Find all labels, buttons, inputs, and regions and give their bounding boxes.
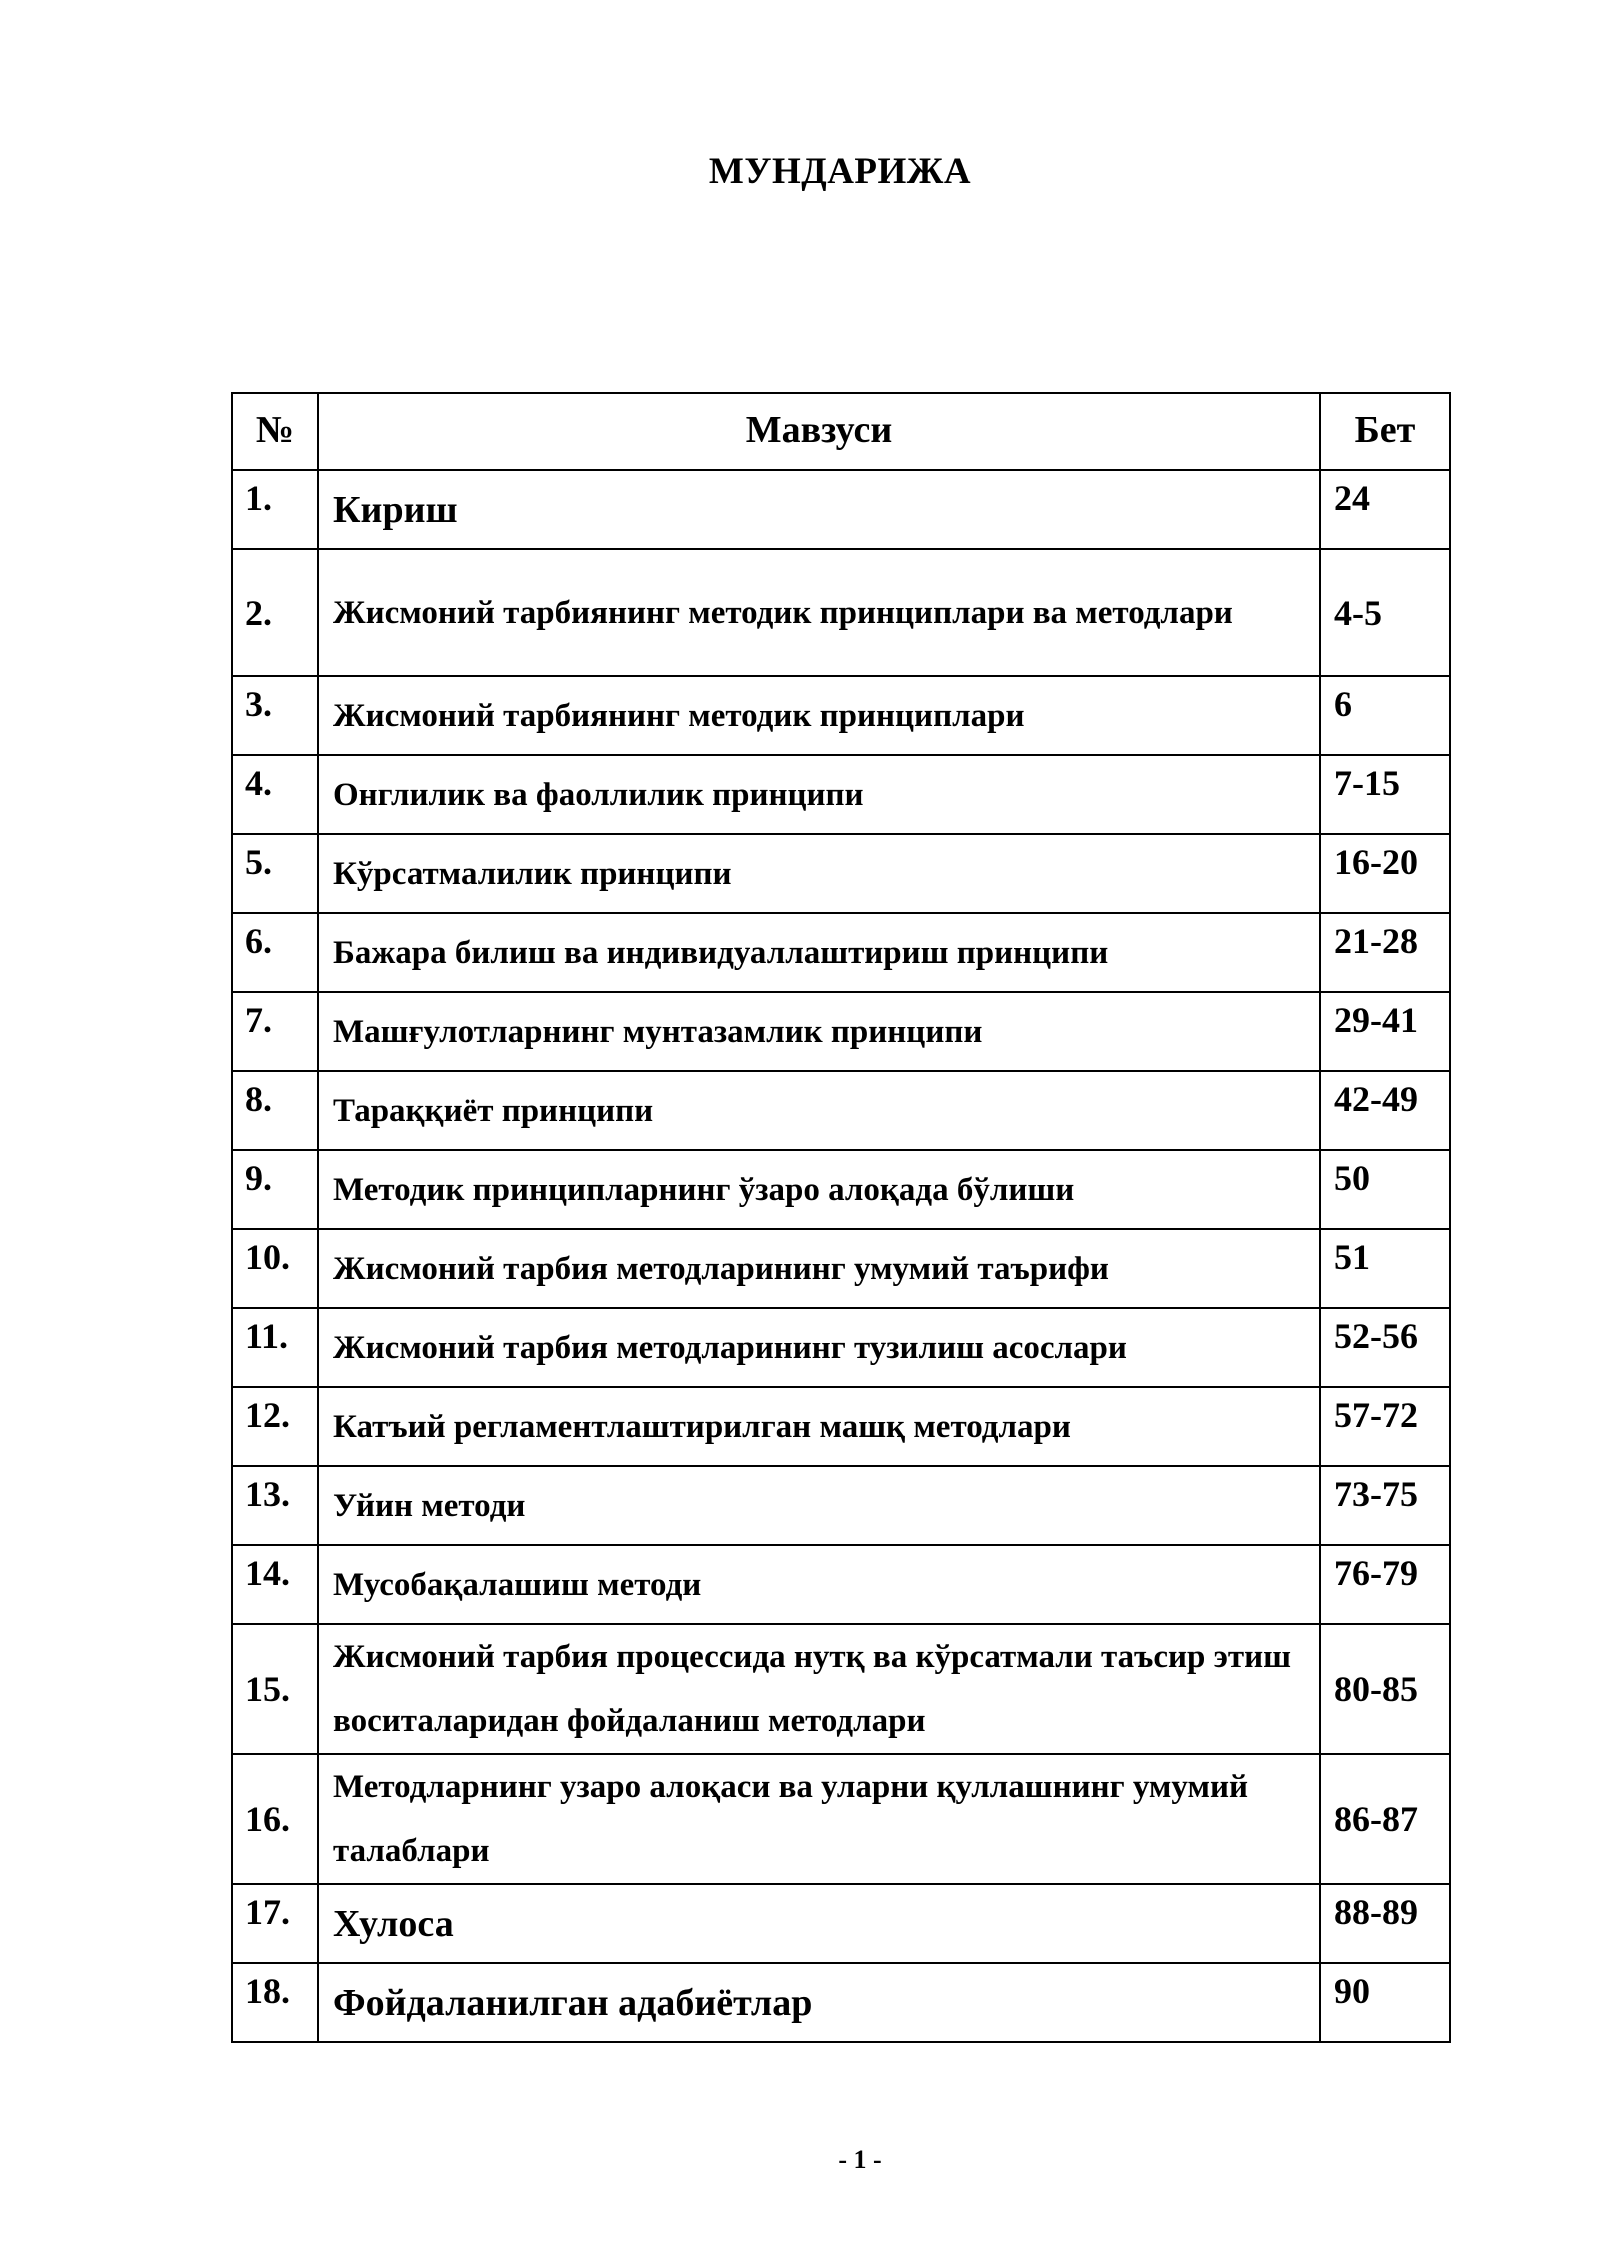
page-number: - 1 -	[838, 2145, 882, 2174]
row-number: 8.	[232, 1071, 318, 1150]
row-page: 76-79	[1320, 1545, 1450, 1624]
table-of-contents	[231, 392, 1451, 2043]
table-row	[232, 1071, 1450, 1150]
row-page: 80-85	[1320, 1624, 1450, 1754]
table-row	[232, 676, 1450, 755]
table-row	[232, 1150, 1450, 1229]
row-page: 6	[1320, 676, 1450, 755]
row-page: 73-75	[1320, 1466, 1450, 1545]
row-number: 9.	[232, 1150, 318, 1229]
table-row	[232, 470, 1450, 549]
row-number: 15.	[232, 1624, 318, 1754]
table-row	[232, 834, 1450, 913]
row-number: 11.	[232, 1308, 318, 1387]
row-page: 4-5	[1320, 549, 1450, 676]
row-topic: Катъий регламентлаштирилган машқ методлари	[318, 1387, 1320, 1466]
row-number: 12.	[232, 1387, 318, 1466]
row-page: 16-20	[1320, 834, 1450, 913]
header-topic: Мавзуси	[318, 393, 1320, 470]
row-topic: Онглилик ва фаоллилик принципи	[318, 755, 1320, 834]
row-number: 18.	[232, 1963, 318, 2042]
table-row	[232, 1229, 1450, 1308]
table-row	[232, 913, 1450, 992]
table-row	[232, 1963, 1450, 2042]
table-row	[232, 1387, 1450, 1466]
row-topic: Жисмоний тарбия методларининг умумий таърифи	[318, 1229, 1320, 1308]
row-topic: Кириш	[318, 470, 1320, 549]
row-topic: Мусобақалашиш методи	[318, 1545, 1320, 1624]
row-topic: Жисмоний тарбиянинг методик принциплари ва методлари	[318, 549, 1320, 676]
row-page: 86-87	[1320, 1754, 1450, 1884]
row-number: 10.	[232, 1229, 318, 1308]
row-page: 50	[1320, 1150, 1450, 1229]
table-row	[232, 1466, 1450, 1545]
row-number: 17.	[232, 1884, 318, 1963]
table-row	[232, 549, 1450, 676]
table-row	[232, 755, 1450, 834]
row-number: 13.	[232, 1466, 318, 1545]
row-topic: Машғулотларнинг мунтазамлик принципи	[318, 992, 1320, 1071]
row-page: 42-49	[1320, 1071, 1450, 1150]
row-topic: Хулоса	[318, 1884, 1320, 1963]
row-number: 7.	[232, 992, 318, 1071]
row-topic: Жисмоний тарбия методларининг тузилиш асослари	[318, 1308, 1320, 1387]
row-topic: Кўрсатмалилик принципи	[318, 834, 1320, 913]
row-number: 6.	[232, 913, 318, 992]
row-page: 24	[1320, 470, 1450, 549]
row-topic: Жисмоний тарбия процессида нутқ ва кўрсатмали таъсир этиш воситаларидан фойдаланиш методлари	[318, 1624, 1320, 1754]
row-number: 3.	[232, 676, 318, 755]
row-topic: Жисмоний тарбиянинг методик принциплари	[318, 676, 1320, 755]
row-number: 14.	[232, 1545, 318, 1624]
table-row	[232, 1754, 1450, 1884]
table-header-row	[232, 393, 1450, 470]
header-page: Бет	[1320, 393, 1450, 470]
table-row	[232, 992, 1450, 1071]
table-row	[232, 1545, 1450, 1624]
row-page: 52-56	[1320, 1308, 1450, 1387]
table-row	[232, 1308, 1450, 1387]
header-number: №	[232, 393, 318, 470]
table-row	[232, 1884, 1450, 1963]
row-topic: Бажара билиш ва индивидуаллаштириш принципи	[318, 913, 1320, 992]
row-topic: Тараққиёт принципи	[318, 1071, 1320, 1150]
row-page: 88-89	[1320, 1884, 1450, 1963]
row-topic: Методларнинг узаро алоқаси ва уларни қуллашнинг умумий талаблари	[318, 1754, 1320, 1884]
row-number: 5.	[232, 834, 318, 913]
row-number: 2.	[232, 549, 318, 676]
row-number: 4.	[232, 755, 318, 834]
row-page: 51	[1320, 1229, 1450, 1308]
row-page: 7-15	[1320, 755, 1450, 834]
page-title: МУНДАРИЖА	[708, 151, 972, 192]
row-number: 1.	[232, 470, 318, 549]
row-page: 29-41	[1320, 992, 1450, 1071]
row-topic: Фойдаланилган адабиётлар	[318, 1963, 1320, 2042]
row-page: 21-28	[1320, 913, 1450, 992]
row-topic: Методик принципларнинг ўзаро алоқада бўлиши	[318, 1150, 1320, 1229]
row-number: 16.	[232, 1754, 318, 1884]
table-row	[232, 1624, 1450, 1754]
row-page: 57-72	[1320, 1387, 1450, 1466]
row-page: 90	[1320, 1963, 1450, 2042]
row-topic: Уйин методи	[318, 1466, 1320, 1545]
